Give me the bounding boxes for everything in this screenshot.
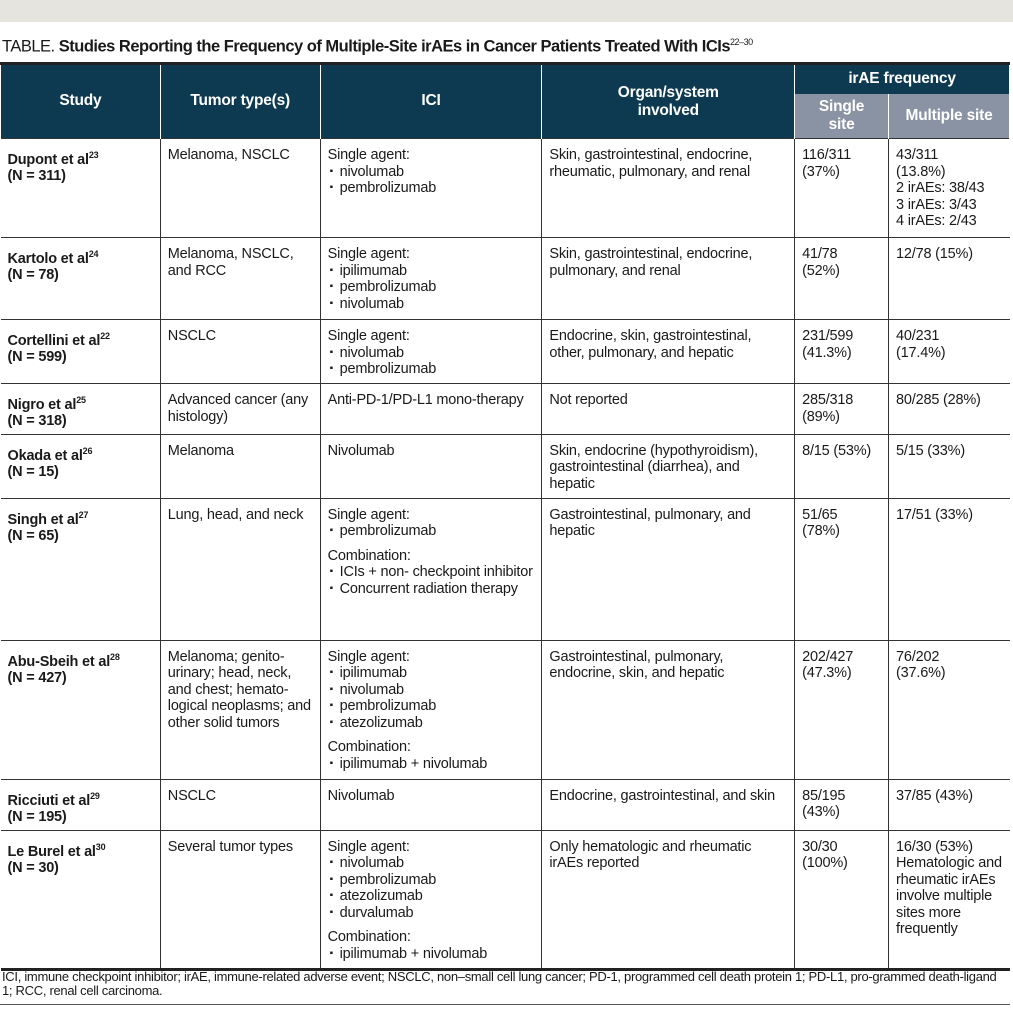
single-site-value: 231/599 (802, 328, 854, 344)
ici-group-label: Single agent: (327, 648, 410, 665)
study-ref: 25 (76, 395, 86, 405)
single-site-value: (89%) (802, 408, 840, 425)
ici-group-label: Nivolumab (327, 787, 395, 804)
study-name: Nigro et al (7, 396, 77, 413)
ici-group-label: Combination: (327, 547, 411, 564)
ici-item: ▪ ipilimumab (328, 665, 535, 682)
single-site-value: 285/318 (802, 392, 854, 408)
tumor-cell: Lung, head, and neck (160, 498, 320, 640)
ici-item: ▪ ipilimumab (328, 263, 535, 280)
multiple-site-value: 5/15 (33%) (896, 442, 965, 459)
ici-item: ▪ nivolumab (328, 296, 535, 313)
study-cell (1, 384, 161, 435)
study-name: Dupont et al (7, 151, 89, 168)
tumor-cell: Melanoma, NSCLC (160, 139, 320, 238)
table-row (1, 238, 1010, 320)
study-ref: 30 (95, 841, 106, 852)
multiple-site-value: 17/51 (33%) (896, 506, 973, 523)
multiple-site-cell (889, 779, 1010, 830)
ici-group-label: Single agent: (327, 328, 410, 344)
multiple-site-value: 12/78 (15%) (896, 246, 973, 262)
study-n: (N = 65) (7, 528, 59, 545)
caption-title: Studies Reporting the Frequency of Multiple-Site irAEs in Cancer Patients Treated With ICIs (58, 37, 731, 56)
ici-item: ▪ ICIs + non- checkpoint inhibitor (328, 564, 535, 581)
single-site-cell (795, 139, 889, 238)
ici-group (328, 507, 535, 540)
study-n: (N = 78) (7, 267, 59, 284)
study-name: Abu-Sbeih et al (7, 653, 111, 670)
tumor-cell: NSCLC (160, 779, 320, 830)
organ-cell: Endocrine, skin, gastrointestinal, other, pulmonary, and hepatic (542, 320, 795, 384)
table-row (1, 320, 1010, 384)
single-site-value: 51/65 (802, 506, 838, 523)
ici-group (328, 788, 535, 805)
top-band (0, 0, 1013, 22)
single-site-value: (78%) (802, 523, 840, 540)
ici-group-label: Single agent: (327, 147, 410, 163)
multiple-site-value: 3 irAEs: 3/43 (896, 196, 977, 213)
ici-item: ▪ pembrolizumab (328, 279, 535, 296)
study-cell (1, 779, 161, 830)
ici-group-label: Single agent: (327, 506, 410, 523)
study-n: (N = 318) (7, 413, 67, 430)
ici-item: ▪ pembrolizumab (328, 180, 535, 197)
multiple-site-value: 16/30 (53%) (896, 838, 973, 855)
ici-item: ▪ pembrolizumab (328, 361, 535, 378)
single-site-value: 41/78 (802, 246, 838, 262)
ici-item: ▪ ipilimumab + nivolumab (328, 756, 535, 773)
multiple-site-value: (37.6%) (896, 665, 946, 682)
study-n: (N = 15) (7, 464, 59, 481)
studies-table (0, 62, 1010, 971)
study-ref: 22 (100, 331, 110, 341)
single-site-cell (795, 498, 889, 640)
multiple-site-value: (17.4%) (896, 344, 946, 361)
ici-item: ▪ ipilimumab + nivolumab (328, 946, 535, 963)
study-cell (1, 434, 161, 498)
organ-cell: Skin, endocrine (hypothyroidism), gastrointestinal (diarrhea), and hepatic (542, 434, 795, 498)
multiple-site-cell (889, 320, 1010, 384)
ici-item: ▪ nivolumab (328, 345, 535, 362)
study-ref: 28 (110, 651, 120, 662)
table-caption (2, 37, 753, 57)
single-site-value: (41.3%) (802, 344, 852, 361)
footnote-rule (0, 1004, 1010, 1005)
multiple-site-cell (889, 434, 1010, 498)
ici-item: ▪ atezolizumab (328, 715, 535, 732)
multiple-site-value: 76/202 (896, 648, 940, 665)
study-name: Singh et al (7, 511, 79, 528)
header-tumor: Tumor type(s) (160, 64, 320, 139)
ici-cell (320, 640, 542, 779)
multiple-site-cell (889, 238, 1010, 320)
multiple-site-value: 43/311 (896, 147, 939, 163)
multiple-site-value: Hematologic and rheumatic irAEs involve multiple sites more frequently (896, 855, 1002, 938)
ici-item: ▪ pembrolizumab (328, 872, 535, 889)
single-site-value: (52%) (802, 262, 840, 279)
table-row (1, 384, 1010, 435)
study-n: (N = 195) (7, 809, 67, 826)
study-n: (N = 311) (7, 168, 66, 185)
ici-cell (320, 139, 542, 238)
ici-group (328, 839, 535, 922)
single-site-value: 30/30 (802, 838, 838, 855)
ici-group (328, 443, 535, 460)
ici-group (328, 147, 535, 197)
ici-item: ▪ pembrolizumab (328, 523, 535, 540)
single-site-value: 8/15 (53%) (802, 442, 872, 459)
single-site-cell (795, 640, 889, 779)
study-name: Kartolo et al (7, 250, 89, 267)
organ-cell: Gastrointestinal, pulmonary, endocrine, skin, and hepatic (542, 640, 795, 779)
organ-cell: Endocrine, gastrointestinal, and skin (542, 779, 795, 830)
single-site-value: (37%) (802, 163, 840, 180)
single-site-cell (795, 384, 889, 435)
ici-item: ▪ durvalumab (328, 905, 535, 922)
study-ref: 23 (88, 150, 99, 160)
organ-cell: Skin, gastrointestinal, endocrine, pulmonary, and renal (542, 238, 795, 320)
header-organ: Organ/system involved (542, 64, 795, 139)
table-row (1, 434, 1010, 498)
study-n: (N = 599) (7, 349, 67, 366)
footnote: ICI, immune checkpoint inhibitor; irAE, immune-related adverse event; NSCLC, non–small cell lung cancer; PD-1, programmed cell death protein 1; PD-L1, pro-grammed death-ligand 1; RCC, renal cell carcinoma. (2, 969, 997, 998)
ici-item: ▪ Concurrent radiation therapy (328, 581, 535, 598)
single-site-value: (43%) (802, 804, 840, 821)
tumor-cell: NSCLC (160, 320, 320, 384)
ici-item: ▪ pembrolizumab (328, 698, 535, 715)
single-site-cell (795, 830, 889, 969)
ici-group (328, 649, 535, 732)
header-ici: ICI (320, 64, 542, 139)
study-cell (1, 238, 161, 320)
single-site-cell (795, 434, 889, 498)
study-name: Ricciuti et al (7, 792, 91, 809)
study-cell (1, 830, 161, 969)
ici-cell (320, 830, 542, 969)
single-site-value: (47.3%) (802, 665, 852, 682)
ici-cell (320, 498, 542, 640)
table-row (1, 640, 1010, 779)
header-single-site: Single site (795, 94, 889, 139)
multiple-site-cell (889, 139, 1010, 238)
ici-cell (320, 434, 542, 498)
study-name: Okada et al (7, 447, 83, 464)
study-n: (N = 30) (7, 859, 59, 876)
study-ref: 26 (82, 445, 93, 456)
ici-group (328, 739, 535, 772)
multiple-site-value: 40/231 (896, 328, 940, 344)
single-site-cell (795, 320, 889, 384)
organ-cell: Not reported (542, 384, 795, 435)
table-row (1, 779, 1010, 830)
study-cell (1, 320, 161, 384)
study-name: Cortellini et al (7, 332, 101, 349)
study-cell (1, 640, 161, 779)
tumor-cell: Melanoma (160, 434, 320, 498)
study-name: Le Burel et al (7, 843, 96, 860)
multiple-site-value: 80/285 (28%) (896, 392, 981, 408)
multiple-site-cell (889, 498, 1010, 640)
ici-cell (320, 320, 542, 384)
single-site-value: 202/427 (802, 648, 854, 665)
study-cell (1, 498, 161, 640)
multiple-site-cell (889, 830, 1010, 969)
study-ref: 29 (90, 790, 100, 801)
ici-group-label: Anti-PD-1/PD-L1 mono-therapy (327, 392, 524, 408)
ici-group-label: Combination: (327, 739, 411, 756)
ici-group (328, 328, 535, 378)
ici-cell (320, 779, 542, 830)
ici-item: ▪ nivolumab (328, 682, 535, 699)
multiple-site-cell (889, 384, 1010, 435)
ici-cell (320, 384, 542, 435)
ici-cell (320, 238, 542, 320)
single-site-cell (795, 779, 889, 830)
ici-group (328, 548, 535, 598)
caption-refs: 22–30 (730, 37, 753, 47)
multiple-site-cell (889, 640, 1010, 779)
single-site-cell (795, 238, 889, 320)
multiple-site-value: (13.8%) (896, 163, 946, 180)
caption-label: TABLE. (2, 37, 55, 56)
tumor-cell: Melanoma; genito-urinary; head, neck, and chest; hemato-logical neoplasms; and other solid tumors (160, 640, 320, 779)
tumor-cell: Advanced cancer (any histology) (160, 384, 320, 435)
ici-item: ▪ atezolizumab (328, 888, 535, 905)
tumor-cell: Several tumor types (160, 830, 320, 969)
ici-item: ▪ nivolumab (328, 855, 535, 872)
organ-cell: Gastrointestinal, pulmonary, and hepatic (542, 498, 795, 640)
single-site-value: 85/195 (802, 787, 846, 804)
ici-group-label: Single agent: (327, 838, 410, 855)
single-site-value: (100%) (802, 855, 848, 872)
multiple-site-value: 4 irAEs: 2/43 (896, 213, 977, 229)
multiple-site-value: 37/85 (43%) (896, 787, 973, 804)
ici-group (328, 246, 535, 312)
table-row (1, 139, 1010, 238)
ici-group-label: Single agent: (327, 246, 410, 262)
header-study: Study (1, 64, 161, 139)
multiple-site-value: 2 irAEs: 38/43 (896, 180, 985, 196)
ici-group-label: Nivolumab (327, 442, 395, 459)
ici-group-label: Combination: (327, 929, 411, 946)
single-site-value: 116/311 (802, 147, 851, 163)
ici-group (328, 929, 535, 962)
tumor-cell: Melanoma, NSCLC, and RCC (160, 238, 320, 320)
table-row (1, 830, 1010, 969)
organ-cell: Skin, gastrointestinal, endocrine, rheumatic, pulmonary, and renal (542, 139, 795, 238)
study-n: (N = 427) (7, 670, 67, 687)
ici-item: ▪ nivolumab (328, 164, 535, 181)
study-ref: 27 (78, 509, 89, 520)
ici-group (328, 392, 535, 409)
organ-cell: Only hematologic and rheumatic irAEs reported (542, 830, 795, 969)
header-multiple-site: Multiple site (889, 94, 1010, 139)
study-ref: 24 (88, 249, 99, 259)
header-frequency: irAE frequency (795, 64, 1010, 94)
table-row (1, 498, 1010, 640)
study-cell (1, 139, 161, 238)
